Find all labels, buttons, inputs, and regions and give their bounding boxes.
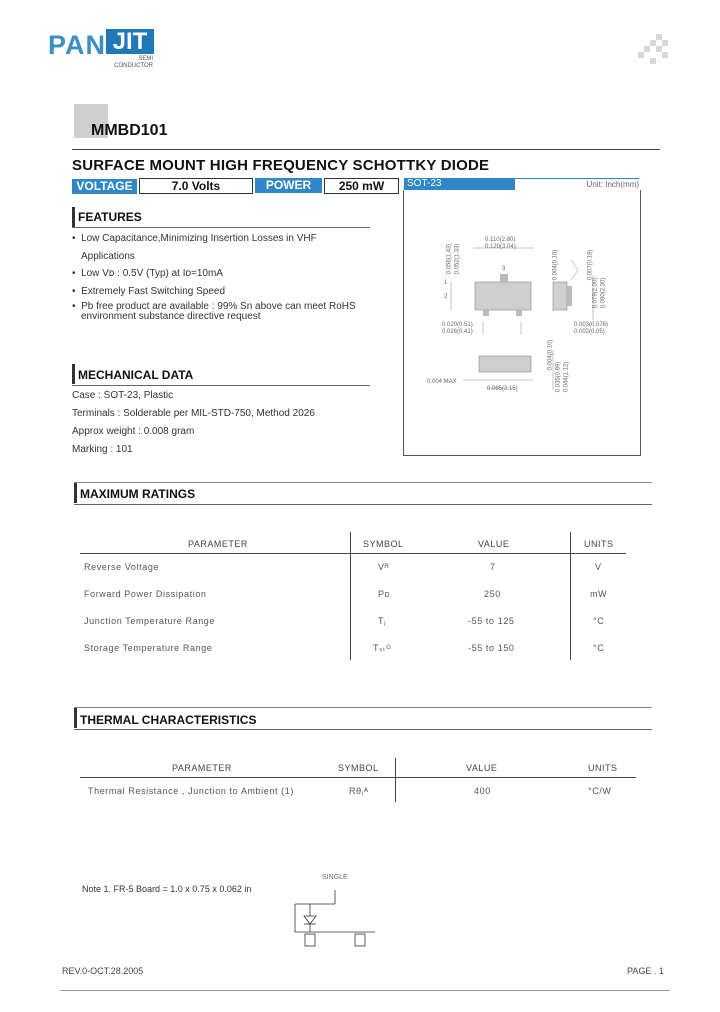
dim-label: 0.079(2.00): [592, 277, 599, 309]
max-ratings-heading: MAXIMUM RATINGS: [80, 487, 196, 501]
feature-item: • Low Vᴅ : 0.5V (Typ) at Iᴅ=10mA: [72, 268, 223, 279]
feature-item: • Low Capacitance,Minimizing Insertion Losses in VHF: [72, 233, 317, 244]
page-number: PAGE . 1: [627, 966, 664, 976]
column-header: SYMBOL: [363, 539, 404, 549]
dim-label: 0.120(3.04): [485, 244, 516, 250]
table-cell: Thermal Resistance , Junction to Ambient (1): [88, 786, 294, 796]
table-cell: Forward Power Dissipation: [84, 589, 207, 599]
pin-label: 3: [502, 266, 506, 272]
feature-item: environment substance directive request: [81, 311, 261, 322]
mechanical-item: Terminals : Solderable per MIL-STD-750, Method 2026: [72, 408, 315, 419]
column-header: SYMBOL: [338, 763, 379, 773]
table-cell: -55 to 125: [468, 616, 515, 626]
mechanical-item: Approx weight : 0.008 gram: [72, 426, 195, 437]
column-header: PARAMETER: [188, 539, 248, 549]
dim-label: 0.110(2.80): [485, 237, 516, 243]
table-rule: [350, 532, 351, 660]
brand-sub-line2: CONDUCTOR: [114, 63, 153, 69]
section-accent: [72, 364, 75, 384]
page-title: SURFACE MOUNT HIGH FREQUENCY SCHOTTKY DIODE: [72, 157, 490, 174]
divider: [74, 504, 652, 505]
dim-label: 0.020(0.51): [442, 322, 473, 328]
column-header: PARAMETER: [172, 763, 232, 773]
dim-label: 0.004(0.10): [547, 339, 554, 371]
table-rule: [395, 758, 396, 802]
column-header: UNITS: [588, 763, 618, 773]
revision-label: REV.0-OCT.28.2005: [62, 966, 144, 976]
dim-label: 0.004 MAX: [427, 379, 457, 385]
dim-label: 0.052(1.33): [454, 243, 461, 275]
package-label: SOT-23: [404, 178, 515, 190]
voltage-label: VOLTAGE: [72, 179, 137, 194]
feature-item: Applications: [81, 251, 135, 262]
voltage-value: 7.0 Volts: [139, 178, 253, 194]
feature-item: • Pb free product are available : 99% Sn above can meet RoHS: [72, 301, 356, 312]
table-cell: 7: [490, 562, 496, 572]
dim-label: 0.007(0.18): [587, 249, 594, 281]
mechanical-heading: MECHANICAL DATA: [78, 368, 194, 382]
diode-schematic: [290, 886, 380, 950]
brand-logo-pan: PAN: [48, 30, 107, 60]
divider: [74, 729, 652, 730]
section-accent: [74, 483, 77, 503]
mechanical-item: Marking : 101: [72, 444, 133, 455]
section-accent: [72, 207, 75, 227]
table-cell: Pᴅ: [378, 589, 391, 599]
thermal-heading: THERMAL CHARACTERISTICS: [80, 713, 257, 727]
features-heading: FEATURES: [78, 210, 142, 224]
table-cell: V: [595, 562, 602, 572]
divider: [74, 707, 652, 708]
power-label: POWER: [255, 178, 322, 193]
column-header: VALUE: [466, 763, 498, 773]
divider: [74, 482, 652, 483]
table-cell: -55 to 150: [468, 643, 515, 653]
footnote: Note 1. FR-5 Board = 1.0 x 0.75 x 0.062 in: [82, 884, 252, 894]
table-cell: °C: [593, 616, 605, 626]
part-number: MMBD101: [91, 122, 168, 139]
dim-label: 0.056(1.43): [446, 243, 453, 275]
divider: [72, 227, 370, 228]
table-cell: Reverse Voltage: [84, 562, 160, 572]
dim-label: 0.090(2.30): [600, 277, 607, 309]
brand-subtitle: [107, 56, 153, 70]
feature-item: • Extremely Fast Switching Speed: [72, 286, 226, 297]
table-rule: [570, 532, 571, 660]
mechanical-item: Case : SOT-23, Plastic: [72, 390, 174, 401]
table-cell: mW: [590, 589, 608, 599]
pin-label: 1: [444, 280, 448, 286]
power-value: 250 mW: [324, 178, 399, 194]
column-header: VALUE: [478, 539, 510, 549]
table-cell: Rθⱼᴬ: [349, 786, 369, 796]
dim-label: 0.003(0.076): [574, 322, 609, 328]
table-rule: [80, 553, 626, 554]
dim-label: 0.004(0.10): [552, 249, 559, 281]
table-cell: 250: [484, 589, 501, 599]
column-header: UNITS: [584, 539, 614, 549]
dim-label: 0.035(0.89): [555, 361, 562, 393]
divider: [72, 149, 660, 150]
schematic-label: SINGLE: [322, 874, 348, 881]
table-cell: Storage Temperature Range: [84, 643, 213, 653]
section-accent: [74, 708, 77, 728]
divider: [72, 385, 370, 386]
pin-label: 2: [444, 294, 448, 300]
brand-logo-jit: JIT: [106, 29, 154, 54]
dim-label: 0.085(2.15): [487, 386, 518, 392]
table-cell: Vᴿ: [378, 562, 390, 572]
dim-label: 0.016(0.41): [442, 329, 473, 335]
table-cell: 400: [474, 786, 491, 796]
dim-label: 0.044(1.12): [563, 361, 570, 393]
dim-label: 0.002(0.05): [574, 329, 605, 335]
table-cell: Tⱼ: [378, 616, 387, 626]
unit-label: Unit: Inch(mm): [515, 178, 639, 190]
table-cell: °C/W: [588, 786, 612, 796]
brand-sub-line1: SEMI: [138, 56, 153, 62]
footer-rule: [60, 990, 670, 991]
table-cell: Tₛₜᴳ: [373, 643, 392, 653]
table-cell: Junction Temperature Range: [84, 616, 216, 626]
table-rule: [80, 777, 636, 778]
table-cell: °C: [593, 643, 605, 653]
